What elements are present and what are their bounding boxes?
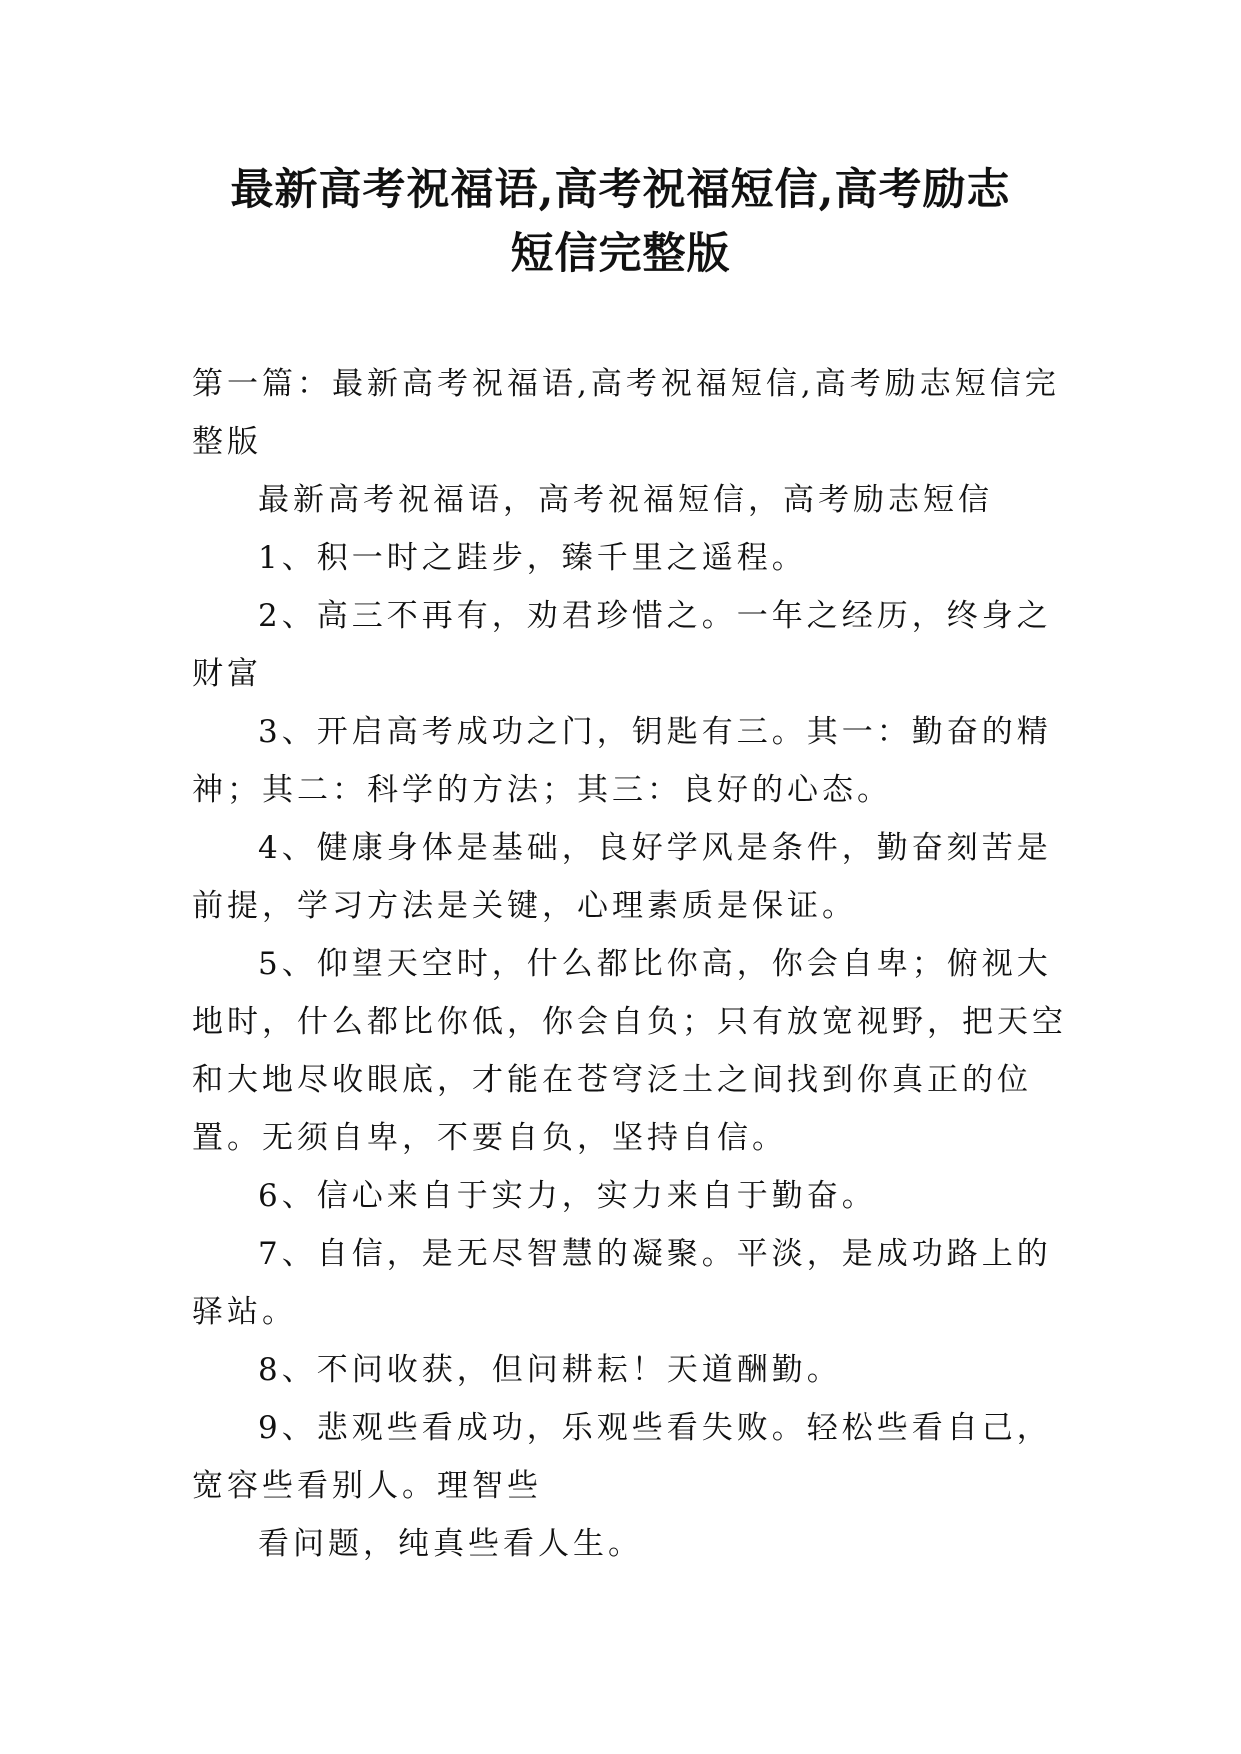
list-item: 9、悲观些看成功，乐观些看失败。轻松些看自己，宽容些看别人。理智些 xyxy=(192,1410,1052,1504)
list-item: 8、不问收获，但问耕耘！天道酬勤。 xyxy=(258,1352,842,1388)
list-item: 6、信心来自于实力，实力来自于勤奋。 xyxy=(258,1178,877,1214)
list-item: 1、积一时之跬步，臻千里之遥程。 xyxy=(258,540,807,576)
list-item: 2、高三不再有，劝君珍惜之。一年之经历，终身之财富 xyxy=(192,598,1052,692)
list-item: 3、开启高考成功之门，钥匙有三。其一：勤奋的精神；其二：科学的方法；其三：良好的心态。 xyxy=(192,714,1052,808)
document-title xyxy=(150,158,1091,286)
list-item: 5、仰望天空时，什么都比你高，你会自卑；俯视大地时，什么都比你低，你会自负；只有放宽视野，把天空和大地尽收眼底，才能在苍穹泛土之间找到你真正的位置。无须自卑，不要自负，坚持自信。 xyxy=(192,946,1067,1156)
section-heading: 第一篇：最新高考祝福语,高考祝福短信,高考励志短信完整版 xyxy=(192,366,1060,460)
list-item: 看问题，纯真些看人生。 xyxy=(258,1526,643,1562)
document-body xyxy=(192,355,1068,1573)
list-item: 4、健康身体是基础，良好学风是条件，勤奋刻苦是前提，学习方法是关键，心理素质是保证。 xyxy=(192,830,1052,924)
section-subtitle: 最新高考祝福语，高考祝福短信，高考励志短信 xyxy=(258,482,993,518)
document-title-line-2: 短信完整版 xyxy=(510,229,731,279)
list-item: 7、自信，是无尽智慧的凝聚。平淡，是成功路上的驿站。 xyxy=(192,1236,1052,1330)
document-title-line-1: 最新高考祝福语,高考祝福短信,高考励志 xyxy=(230,165,1011,215)
